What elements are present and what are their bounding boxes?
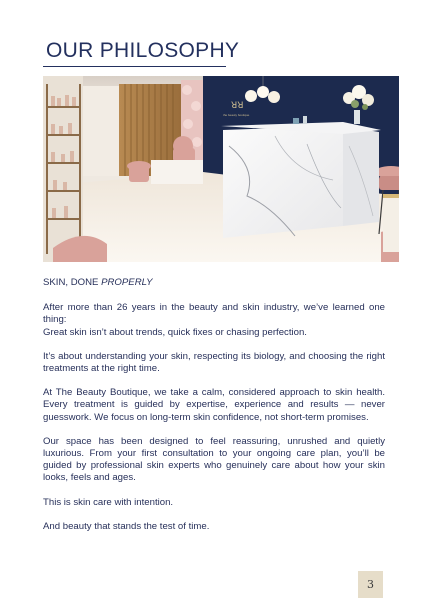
svg-text:the beauty boutique: the beauty boutique — [223, 113, 250, 117]
title-underline — [43, 66, 226, 67]
philosophy-body — [43, 277, 385, 545]
space-paragraph: Our space has been designed to feel reassuring, unrushed and quietly luxurious. From your first consultation to your ongoing care plan, you’ll be guided by professional skin experts who genuinely care about how your skin looks, feels and ages. — [43, 435, 385, 484]
page-title: OUR PHILOSOPHY — [46, 39, 240, 62]
intro-paragraph: After more than 26 years in the beauty and skin industry, we’ve learned one thing: Great skin isn’t about trends, quick fixes or chasing perfection. — [43, 302, 385, 338]
section-subheading: SKIN, DONE PROPERLY — [43, 277, 153, 288]
salon-interior-photo — [43, 76, 399, 262]
subheading-emphasis: PROPERLY — [101, 277, 153, 288]
boutique-logo: ꓤꓤ — [231, 101, 244, 111]
approach-paragraph: At The Beauty Boutique, we take a calm, considered approach to skin health. Every treatment is guided by expertise, experience and results — never guesswork. We focus on long-term skin confidence, not short-term promises. — [43, 387, 385, 423]
intention-line: This is skin care with intention. — [43, 496, 174, 508]
page-number-badge: 3 — [358, 571, 383, 598]
biology-paragraph: It’s about understanding your skin, respecting its biology, and choosing the right treatments at the right time. — [43, 350, 385, 375]
closing-line: And beauty that stands the test of time. — [43, 520, 210, 532]
reception-desk-icon — [221, 116, 381, 238]
